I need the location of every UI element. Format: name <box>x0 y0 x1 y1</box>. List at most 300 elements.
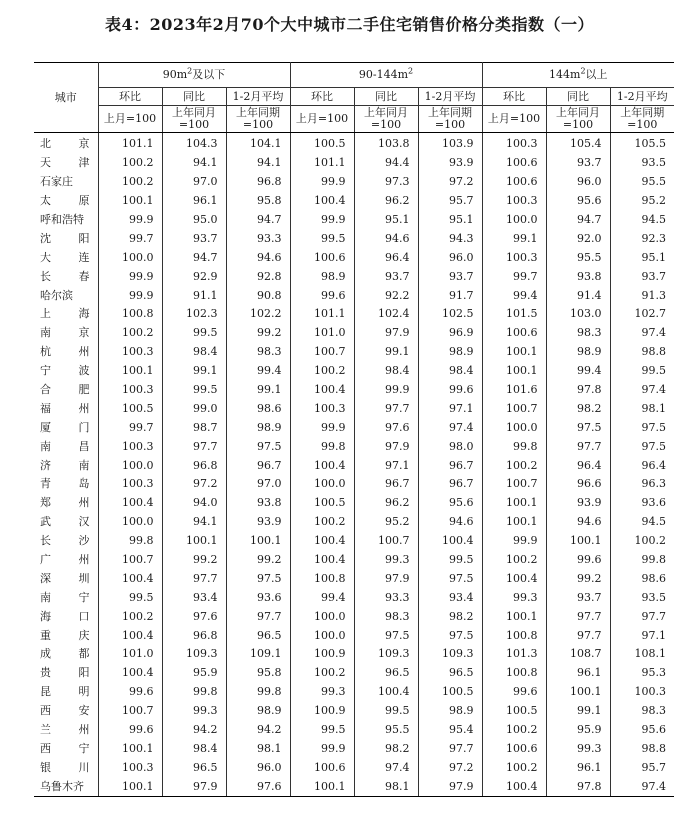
index-value-cell: 103.9 <box>418 133 482 154</box>
index-value-cell: 99.2 <box>546 569 610 588</box>
index-value-cell: 91.3 <box>610 286 674 305</box>
city-name: 广州 <box>40 553 90 567</box>
city-name: 天津 <box>40 156 90 170</box>
index-value-cell: 96.5 <box>162 758 226 777</box>
index-value-cell: 100.4 <box>418 532 482 551</box>
index-value-cell: 99.8 <box>98 532 162 551</box>
city-cell <box>34 588 98 607</box>
index-value-cell: 99.4 <box>482 286 546 305</box>
index-value-cell: 101.0 <box>98 645 162 664</box>
index-value-cell: 109.1 <box>226 645 290 664</box>
index-value-cell: 98.9 <box>546 343 610 362</box>
base-header-avg: 上年同期=100 <box>226 106 290 133</box>
table-row <box>34 456 674 475</box>
city-name: 西宁 <box>40 741 90 755</box>
index-value-cell: 100.3 <box>610 683 674 702</box>
index-value-cell: 96.5 <box>418 664 482 683</box>
index-value-cell: 94.5 <box>610 513 674 532</box>
index-value-cell: 97.5 <box>610 437 674 456</box>
index-value-cell: 102.7 <box>610 305 674 324</box>
index-value-cell: 96.3 <box>610 475 674 494</box>
index-value-cell: 100.4 <box>482 569 546 588</box>
city-name: 贵阳 <box>40 666 90 680</box>
index-value-cell: 98.9 <box>226 702 290 721</box>
index-value-cell: 93.6 <box>226 588 290 607</box>
index-value-cell: 97.1 <box>418 399 482 418</box>
index-value-cell: 99.4 <box>546 362 610 381</box>
index-value-cell: 99.5 <box>290 229 354 248</box>
index-value-cell: 100.5 <box>290 494 354 513</box>
index-value-cell: 95.9 <box>546 721 610 740</box>
index-value-cell: 100.1 <box>482 343 546 362</box>
index-value-cell: 100.2 <box>482 721 546 740</box>
sub-header-mom: 环比 <box>98 88 162 106</box>
index-value-cell: 93.7 <box>418 267 482 286</box>
index-value-cell: 95.5 <box>354 721 418 740</box>
index-value-cell: 91.7 <box>418 286 482 305</box>
index-value-cell: 97.7 <box>162 569 226 588</box>
index-value-cell: 92.0 <box>546 229 610 248</box>
index-value-cell: 98.3 <box>610 702 674 721</box>
table-row <box>34 248 674 267</box>
index-value-cell: 99.5 <box>610 362 674 381</box>
index-value-cell: 102.5 <box>418 305 482 324</box>
table-row <box>34 399 674 418</box>
index-value-cell: 100.2 <box>610 532 674 551</box>
index-value-cell: 99.5 <box>418 551 482 570</box>
table-row <box>34 532 674 551</box>
index-value-cell: 100.4 <box>290 551 354 570</box>
index-value-cell: 95.7 <box>610 758 674 777</box>
index-value-cell: 93.9 <box>546 494 610 513</box>
index-value-cell: 97.1 <box>354 456 418 475</box>
index-value-cell: 97.5 <box>546 418 610 437</box>
index-value-cell: 96.8 <box>162 456 226 475</box>
index-value-cell: 99.5 <box>98 588 162 607</box>
index-value-cell: 99.1 <box>546 702 610 721</box>
city-cell <box>34 192 98 211</box>
index-value-cell: 100.8 <box>482 626 546 645</box>
index-value-cell: 92.9 <box>162 267 226 286</box>
index-value-cell: 96.0 <box>546 173 610 192</box>
index-value-cell: 100.3 <box>98 343 162 362</box>
index-value-cell: 100.2 <box>290 664 354 683</box>
index-value-cell: 99.1 <box>482 229 546 248</box>
table-row <box>34 211 674 230</box>
index-value-cell: 97.3 <box>354 173 418 192</box>
index-value-cell: 94.0 <box>162 494 226 513</box>
index-value-cell: 103.8 <box>354 133 418 154</box>
sub-header-avg: 1-2月平均 <box>418 88 482 106</box>
sub-header-yoy: 同比 <box>162 88 226 106</box>
index-value-cell: 96.4 <box>610 456 674 475</box>
city-cell <box>34 133 98 154</box>
index-value-cell: 96.8 <box>162 626 226 645</box>
index-value-cell: 98.8 <box>610 740 674 759</box>
index-value-cell: 95.6 <box>610 721 674 740</box>
index-value-cell: 98.9 <box>418 702 482 721</box>
city-name: 昆明 <box>40 685 90 699</box>
index-value-cell: 100.1 <box>98 777 162 796</box>
index-value-cell: 96.0 <box>418 248 482 267</box>
index-value-cell: 97.5 <box>418 626 482 645</box>
table-row <box>34 607 674 626</box>
index-value-cell: 95.8 <box>226 664 290 683</box>
city-name: 深圳 <box>40 571 90 585</box>
index-value-cell: 99.9 <box>98 267 162 286</box>
index-value-cell: 96.5 <box>354 664 418 683</box>
index-value-cell: 96.9 <box>418 324 482 343</box>
index-value-cell: 97.8 <box>546 777 610 796</box>
index-value-cell: 97.0 <box>162 173 226 192</box>
city-cell <box>34 721 98 740</box>
index-value-cell: 95.2 <box>354 513 418 532</box>
city-name: 武汉 <box>40 515 90 529</box>
index-value-cell: 102.2 <box>226 305 290 324</box>
index-value-cell: 99.7 <box>98 229 162 248</box>
index-value-cell: 93.3 <box>354 588 418 607</box>
city-name: 乌鲁木齐 <box>40 779 84 793</box>
base-header-yoy: 上年同月=100 <box>354 106 418 133</box>
index-value-cell: 108.7 <box>546 645 610 664</box>
index-value-cell: 100.7 <box>290 343 354 362</box>
index-value-cell: 98.7 <box>162 418 226 437</box>
city-cell <box>34 532 98 551</box>
index-value-cell: 98.9 <box>226 418 290 437</box>
index-value-cell: 98.1 <box>354 777 418 796</box>
index-value-cell: 98.8 <box>610 343 674 362</box>
index-value-cell: 99.8 <box>226 683 290 702</box>
price-index-table <box>34 62 674 797</box>
city-cell <box>34 418 98 437</box>
index-value-cell: 95.1 <box>610 248 674 267</box>
index-value-cell: 96.0 <box>226 758 290 777</box>
index-value-cell: 100.4 <box>98 626 162 645</box>
table-row <box>34 173 674 192</box>
index-value-cell: 99.9 <box>354 381 418 400</box>
index-value-cell: 100.2 <box>482 551 546 570</box>
index-value-cell: 93.7 <box>546 154 610 173</box>
index-value-cell: 97.5 <box>354 626 418 645</box>
index-value-cell: 100.1 <box>98 740 162 759</box>
city-cell <box>34 399 98 418</box>
base-header-yoy: 上年同月=100 <box>546 106 610 133</box>
index-value-cell: 100.5 <box>290 133 354 154</box>
index-value-cell: 100.1 <box>98 192 162 211</box>
index-value-cell: 100.3 <box>482 192 546 211</box>
index-value-cell: 100.0 <box>98 456 162 475</box>
index-value-cell: 100.3 <box>290 399 354 418</box>
index-value-cell: 97.5 <box>226 437 290 456</box>
index-value-cell: 99.1 <box>162 362 226 381</box>
index-value-cell: 101.6 <box>482 381 546 400</box>
table-body <box>34 133 674 797</box>
index-value-cell: 97.4 <box>610 777 674 796</box>
index-value-cell: 97.6 <box>226 777 290 796</box>
index-value-cell: 97.8 <box>546 381 610 400</box>
table-row <box>34 381 674 400</box>
city-name: 南宁 <box>40 590 90 604</box>
index-value-cell: 99.5 <box>162 381 226 400</box>
city-cell <box>34 758 98 777</box>
index-value-cell: 97.4 <box>354 758 418 777</box>
group-header-medium: $90-144m^2$ <box>290 63 482 88</box>
index-value-cell: 93.5 <box>610 588 674 607</box>
city-cell <box>34 381 98 400</box>
city-cell <box>34 456 98 475</box>
index-value-cell: 100.7 <box>98 702 162 721</box>
index-value-cell: 99.8 <box>162 683 226 702</box>
table-row <box>34 588 674 607</box>
table-row <box>34 154 674 173</box>
page-title: 表4：2023年2月70个大中城市二手住宅销售价格分类指数（一） <box>104 15 595 34</box>
table-row <box>34 645 674 664</box>
index-value-cell: 98.4 <box>162 343 226 362</box>
index-value-cell: 94.5 <box>610 211 674 230</box>
index-value-cell: 99.3 <box>354 551 418 570</box>
index-value-cell: 99.6 <box>418 381 482 400</box>
index-value-cell: 97.7 <box>418 740 482 759</box>
table-row <box>34 324 674 343</box>
index-value-cell: 100.1 <box>482 513 546 532</box>
city-name: 大连 <box>40 250 90 264</box>
index-value-cell: 100.1 <box>546 683 610 702</box>
city-column-header: 城市 <box>34 63 98 133</box>
index-value-cell: 98.2 <box>354 740 418 759</box>
index-value-cell: 97.9 <box>354 324 418 343</box>
city-name: 海口 <box>40 609 90 623</box>
index-value-cell: 98.3 <box>226 343 290 362</box>
index-value-cell: 100.1 <box>546 532 610 551</box>
index-value-cell: 97.9 <box>354 437 418 456</box>
index-value-cell: 95.6 <box>546 192 610 211</box>
index-value-cell: 93.5 <box>610 154 674 173</box>
index-value-cell: 97.4 <box>418 418 482 437</box>
table-row <box>34 758 674 777</box>
index-value-cell: 98.4 <box>162 740 226 759</box>
index-value-cell: 100.1 <box>290 777 354 796</box>
index-value-cell: 93.8 <box>546 267 610 286</box>
index-value-cell: 99.4 <box>290 588 354 607</box>
base-header-mom: 上月=100 <box>98 106 162 133</box>
index-value-cell: 93.6 <box>610 494 674 513</box>
index-value-cell: 100.3 <box>98 437 162 456</box>
index-value-cell: 100.7 <box>354 532 418 551</box>
city-cell <box>34 683 98 702</box>
index-value-cell: 97.6 <box>162 607 226 626</box>
city-cell <box>34 211 98 230</box>
city-cell <box>34 267 98 286</box>
index-value-cell: 100.2 <box>482 456 546 475</box>
index-value-cell: 91.1 <box>162 286 226 305</box>
city-name: 南昌 <box>40 439 90 453</box>
city-name: 银川 <box>40 760 90 774</box>
index-value-cell: 101.5 <box>482 305 546 324</box>
index-value-cell: 99.6 <box>98 683 162 702</box>
table-row <box>34 286 674 305</box>
index-value-cell: 100.2 <box>290 513 354 532</box>
index-value-cell: 97.2 <box>162 475 226 494</box>
city-name: 沈阳 <box>40 231 90 245</box>
index-value-cell: 94.7 <box>226 211 290 230</box>
index-value-cell: 99.9 <box>290 211 354 230</box>
index-value-cell: 99.7 <box>482 267 546 286</box>
table-row <box>34 721 674 740</box>
index-value-cell: 99.6 <box>482 683 546 702</box>
index-value-cell: 97.6 <box>354 418 418 437</box>
index-value-cell: 99.1 <box>226 381 290 400</box>
index-value-cell: 96.5 <box>226 626 290 645</box>
index-value-cell: 101.3 <box>482 645 546 664</box>
index-value-cell: 100.4 <box>482 777 546 796</box>
group-header-large: $144m^2$以上 <box>482 63 674 88</box>
table-row <box>34 418 674 437</box>
index-value-cell: 100.0 <box>482 418 546 437</box>
index-value-cell: 94.6 <box>546 513 610 532</box>
index-value-cell: 99.7 <box>98 418 162 437</box>
index-value-cell: 102.4 <box>354 305 418 324</box>
table-row <box>34 569 674 588</box>
city-name: 长沙 <box>40 534 90 548</box>
table-row <box>34 362 674 381</box>
sub-header-yoy: 同比 <box>354 88 418 106</box>
city-cell <box>34 569 98 588</box>
index-value-cell: 100.4 <box>98 569 162 588</box>
index-value-cell: 100.0 <box>98 248 162 267</box>
index-value-cell: 96.4 <box>546 456 610 475</box>
index-value-cell: 98.4 <box>354 362 418 381</box>
base-header-mom: 上月=100 <box>482 106 546 133</box>
city-name: 太原 <box>40 194 90 208</box>
index-value-cell: 100.7 <box>98 551 162 570</box>
index-value-cell: 98.2 <box>418 607 482 626</box>
index-value-cell: 98.6 <box>226 399 290 418</box>
index-value-cell: 97.9 <box>162 777 226 796</box>
index-value-cell: 95.6 <box>418 494 482 513</box>
index-value-cell: 94.1 <box>226 154 290 173</box>
city-name: 石家庄 <box>40 175 73 189</box>
index-value-cell: 100.0 <box>290 607 354 626</box>
index-value-cell: 97.2 <box>418 173 482 192</box>
index-value-cell: 97.4 <box>610 381 674 400</box>
city-cell <box>34 645 98 664</box>
index-value-cell: 97.5 <box>418 569 482 588</box>
index-value-cell: 93.7 <box>162 229 226 248</box>
index-value-cell: 109.3 <box>418 645 482 664</box>
city-name: 西安 <box>40 704 90 718</box>
index-value-cell: 97.1 <box>610 626 674 645</box>
index-value-cell: 100.9 <box>290 645 354 664</box>
index-value-cell: 93.4 <box>162 588 226 607</box>
index-value-cell: 95.1 <box>354 211 418 230</box>
city-name: 济南 <box>40 458 90 472</box>
city-name: 宁波 <box>40 364 90 378</box>
city-cell <box>34 154 98 173</box>
index-value-cell: 98.3 <box>546 324 610 343</box>
index-value-cell: 99.9 <box>290 173 354 192</box>
index-value-cell: 108.1 <box>610 645 674 664</box>
index-value-cell: 100.4 <box>98 494 162 513</box>
index-value-cell: 98.6 <box>610 569 674 588</box>
index-value-cell: 97.2 <box>418 758 482 777</box>
sub-header-mom: 环比 <box>482 88 546 106</box>
index-value-cell: 99.9 <box>98 286 162 305</box>
index-value-cell: 100.4 <box>98 664 162 683</box>
index-value-cell: 93.8 <box>226 494 290 513</box>
index-value-cell: 100.6 <box>482 154 546 173</box>
city-cell <box>34 777 98 796</box>
index-value-cell: 95.5 <box>610 173 674 192</box>
index-value-cell: 91.4 <box>546 286 610 305</box>
index-value-cell: 99.2 <box>226 551 290 570</box>
city-name: 杭州 <box>40 345 90 359</box>
index-value-cell: 101.0 <box>290 324 354 343</box>
city-cell <box>34 362 98 381</box>
index-value-cell: 100.6 <box>290 248 354 267</box>
city-cell <box>34 343 98 362</box>
index-value-cell: 92.8 <box>226 267 290 286</box>
index-value-cell: 105.4 <box>546 133 610 154</box>
city-name: 呼和浩特 <box>40 213 84 226</box>
index-value-cell: 99.2 <box>226 324 290 343</box>
index-value-cell: 94.2 <box>226 721 290 740</box>
index-value-cell: 100.5 <box>98 399 162 418</box>
index-value-cell: 93.3 <box>226 229 290 248</box>
index-value-cell: 100.0 <box>482 211 546 230</box>
city-cell <box>34 494 98 513</box>
index-value-cell: 99.6 <box>290 286 354 305</box>
index-value-cell: 99.3 <box>162 702 226 721</box>
city-name: 青岛 <box>40 477 90 491</box>
index-value-cell: 98.0 <box>418 437 482 456</box>
index-value-cell: 99.8 <box>290 437 354 456</box>
index-value-cell: 99.9 <box>482 532 546 551</box>
index-value-cell: 97.7 <box>546 437 610 456</box>
group-header-small: $90m^2$及以下 <box>98 63 290 88</box>
table-row <box>34 133 674 154</box>
index-value-cell: 94.7 <box>162 248 226 267</box>
index-value-cell: 96.2 <box>354 494 418 513</box>
index-value-cell: 100.4 <box>290 456 354 475</box>
index-value-cell: 100.4 <box>290 192 354 211</box>
table-row <box>34 664 674 683</box>
index-value-cell: 98.3 <box>354 607 418 626</box>
index-value-cell: 98.1 <box>226 740 290 759</box>
index-value-cell: 100.4 <box>290 532 354 551</box>
index-value-cell: 109.3 <box>162 645 226 664</box>
index-value-cell: 95.5 <box>546 248 610 267</box>
index-value-cell: 97.7 <box>546 626 610 645</box>
city-name: 兰州 <box>40 723 90 737</box>
index-value-cell: 100.1 <box>98 362 162 381</box>
index-value-cell: 95.2 <box>610 192 674 211</box>
sub-header-avg: 1-2月平均 <box>610 88 674 106</box>
index-value-cell: 98.1 <box>610 399 674 418</box>
index-value-cell: 100.8 <box>482 664 546 683</box>
index-value-cell: 97.9 <box>354 569 418 588</box>
city-cell <box>34 475 98 494</box>
index-value-cell: 99.4 <box>226 362 290 381</box>
index-value-cell: 100.3 <box>98 475 162 494</box>
index-value-cell: 94.2 <box>162 721 226 740</box>
index-value-cell: 105.5 <box>610 133 674 154</box>
index-value-cell: 99.3 <box>546 740 610 759</box>
index-value-cell: 104.3 <box>162 133 226 154</box>
index-value-cell: 100.6 <box>482 740 546 759</box>
index-value-cell: 97.5 <box>226 569 290 588</box>
index-value-cell: 97.7 <box>162 437 226 456</box>
city-name: 北京 <box>40 137 90 151</box>
